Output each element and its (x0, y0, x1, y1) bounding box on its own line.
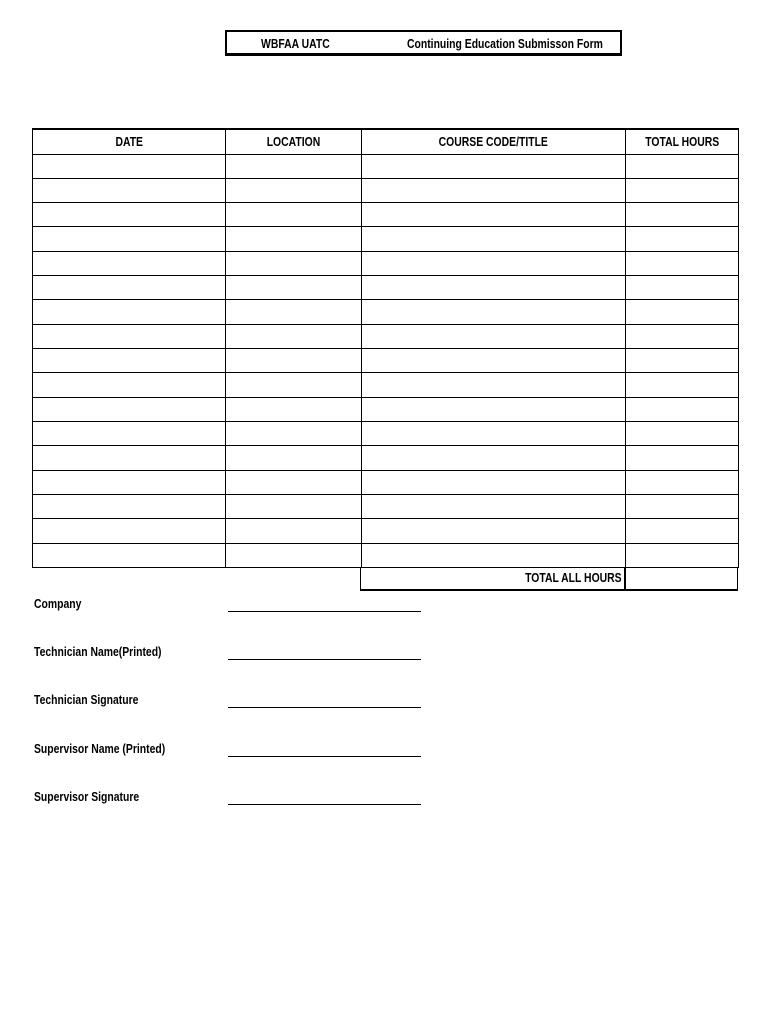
supervisor-signature-line[interactable] (228, 804, 421, 805)
table-row (33, 251, 739, 275)
hours-cell[interactable] (626, 421, 739, 445)
technician-signature-field (34, 692, 434, 712)
company-label: Company (34, 596, 82, 611)
location-cell[interactable] (226, 178, 362, 202)
hours-cell[interactable] (626, 251, 739, 275)
hours-cell[interactable] (626, 446, 739, 470)
location-cell[interactable] (226, 251, 362, 275)
location-cell[interactable] (226, 470, 362, 494)
date-cell[interactable] (33, 276, 226, 300)
date-cell[interactable] (33, 373, 226, 397)
form-title-box (225, 30, 622, 56)
supervisor-name-label: Supervisor Name (Printed) (34, 741, 166, 756)
location-cell[interactable] (226, 446, 362, 470)
table-row (33, 421, 739, 445)
table-row (33, 494, 739, 518)
location-cell[interactable] (226, 324, 362, 348)
supervisor-signature-field (34, 789, 434, 809)
course-cell[interactable] (362, 154, 626, 178)
table-header-row (33, 129, 739, 154)
course-cell[interactable] (362, 494, 626, 518)
course-cell[interactable] (362, 251, 626, 275)
date-cell[interactable] (33, 470, 226, 494)
date-cell[interactable] (33, 519, 226, 543)
hours-cell[interactable] (626, 300, 739, 324)
column-header-location: LOCATION (226, 129, 362, 154)
org-name: WBFAA UATC (261, 36, 330, 51)
location-cell[interactable] (226, 397, 362, 421)
location-cell[interactable] (226, 543, 362, 568)
table-row (33, 446, 739, 470)
date-cell[interactable] (33, 203, 226, 227)
technician-name-field (34, 644, 434, 664)
company-field (34, 596, 434, 616)
course-cell[interactable] (362, 300, 626, 324)
table-row (33, 324, 739, 348)
hours-cell[interactable] (626, 397, 739, 421)
hours-cell[interactable] (626, 494, 739, 518)
course-cell[interactable] (362, 349, 626, 373)
date-cell[interactable] (33, 446, 226, 470)
table-row (33, 300, 739, 324)
hours-cell[interactable] (626, 349, 739, 373)
total-all-hours-label: TOTAL ALL HOURS (525, 570, 622, 585)
technician-signature-label: Technician Signature (34, 692, 139, 707)
course-cell[interactable] (362, 446, 626, 470)
technician-name-line[interactable] (228, 659, 421, 660)
table-row (33, 349, 739, 373)
date-cell[interactable] (33, 178, 226, 202)
course-cell[interactable] (362, 519, 626, 543)
table-row (33, 519, 739, 543)
hours-cell[interactable] (626, 373, 739, 397)
table-row (33, 397, 739, 421)
course-cell[interactable] (362, 470, 626, 494)
hours-cell[interactable] (626, 227, 739, 251)
date-cell[interactable] (33, 227, 226, 251)
column-header-total-hours: TOTAL HOURS (626, 129, 739, 154)
hours-cell[interactable] (626, 203, 739, 227)
course-cell[interactable] (362, 324, 626, 348)
course-cell[interactable] (362, 203, 626, 227)
hours-cell[interactable] (626, 543, 739, 568)
course-cell[interactable] (362, 421, 626, 445)
table-row (33, 227, 739, 251)
location-cell[interactable] (226, 421, 362, 445)
location-cell[interactable] (226, 349, 362, 373)
table-row (33, 373, 739, 397)
total-divider (624, 567, 626, 589)
location-cell[interactable] (226, 519, 362, 543)
table-row (33, 154, 739, 178)
table-row (33, 543, 739, 568)
hours-cell[interactable] (626, 470, 739, 494)
date-cell[interactable] (33, 397, 226, 421)
table-row (33, 203, 739, 227)
course-cell[interactable] (362, 276, 626, 300)
course-cell[interactable] (362, 397, 626, 421)
location-cell[interactable] (226, 227, 362, 251)
company-line[interactable] (228, 611, 421, 612)
hours-cell[interactable] (626, 276, 739, 300)
course-cell[interactable] (362, 373, 626, 397)
table-body (33, 154, 739, 568)
total-all-hours-row (360, 567, 738, 591)
location-cell[interactable] (226, 276, 362, 300)
date-cell[interactable] (33, 494, 226, 518)
date-cell[interactable] (33, 543, 226, 568)
hours-cell[interactable] (626, 178, 739, 202)
hours-cell[interactable] (626, 519, 739, 543)
table-row (33, 470, 739, 494)
column-header-course: COURSE CODE/TITLE (362, 129, 626, 154)
supervisor-name-line[interactable] (228, 756, 421, 757)
table-row (33, 276, 739, 300)
date-cell[interactable] (33, 349, 226, 373)
table-row (33, 178, 739, 202)
course-cell[interactable] (362, 227, 626, 251)
technician-name-label: Technician Name(Printed) (34, 644, 162, 659)
hours-cell[interactable] (626, 154, 739, 178)
location-cell[interactable] (226, 300, 362, 324)
date-cell[interactable] (33, 251, 226, 275)
hours-cell[interactable] (626, 324, 739, 348)
location-cell[interactable] (226, 203, 362, 227)
course-cell[interactable] (362, 178, 626, 202)
date-cell[interactable] (33, 154, 226, 178)
column-header-date: DATE (33, 129, 226, 154)
course-cell[interactable] (362, 543, 626, 568)
technician-signature-line[interactable] (228, 707, 421, 708)
location-cell[interactable] (226, 494, 362, 518)
date-cell[interactable] (33, 421, 226, 445)
education-entries-table (32, 128, 739, 568)
location-cell[interactable] (226, 154, 362, 178)
date-cell[interactable] (33, 324, 226, 348)
form-title: Continuing Education Submisson Form (407, 36, 603, 51)
supervisor-signature-label: Supervisor Signature (34, 789, 140, 804)
location-cell[interactable] (226, 373, 362, 397)
date-cell[interactable] (33, 300, 226, 324)
supervisor-name-field (34, 741, 434, 761)
